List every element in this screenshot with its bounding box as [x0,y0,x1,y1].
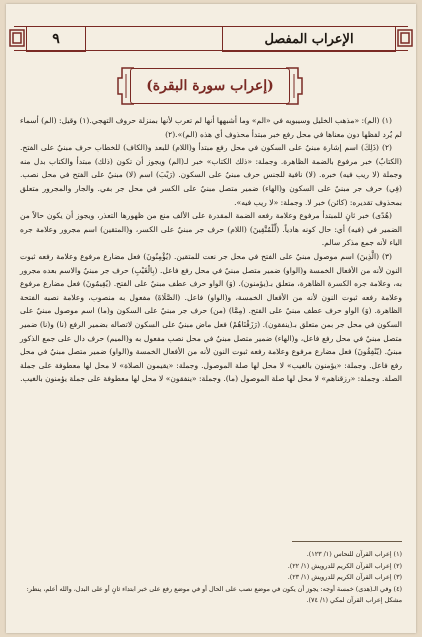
paragraph-verse-1: (١) (الم): «مذهب الخليل وسيبويه في «الم» وما أشبهها أنها لم تعرب لأنها بمنزلة حروف التهجي.(١) وقيل: (الم) أسماء لم يُرد لفظها دون معناها في محل رفع خبر مبتدأ محذوف أي هذه (الم)».(٢) [20,116,402,139]
page-number: ٩ [26,26,86,52]
book-page [6,4,416,633]
footnote: (٣) إعراب القرآن الكريم للدرويش (١/ ٢٣). [287,573,402,581]
surah-title: (إعراب سورة البقرة) [146,78,274,94]
paragraph-verse-2-cont: (هُدًى) خبر ثانٍ للمبتدأ مرفوع وعلامة رفعه الضمة المقدرة على الألف منع من ظهورها التعذر، ويجوز أن يكون حالاً من الضمير في (فيه) أي: حال كونه هادياً. (لِّلْمُتَّقِينَ) (اللام) حرف جر مبنيٌ على الكسر، و(المتقين) اسم مجرور وعلامة جره الياء لأنه جمع مذكر سالم. [20,211,402,248]
footnote: (٢) إعراب القرآن الكريم للدرويش (١/ ٢٢). [287,561,402,570]
page-header [14,24,408,54]
page-body-text [20,114,402,386]
surah-title-banner [116,64,304,108]
header-corner-ornament-icon [8,26,26,50]
paragraph-verse-3: (٣) (الَّذِينَ) اسم موصول مبنيٌ على الفتح في محل جر نعت للمتقين. (يُؤْمِنُونَ) فعل مضارع مرفوع وعلامة رفعه ثبوت النون لأنه من الأفعال الخمسة و(الواو) ضمير متصل مبنيٌ في محل رفع فاعل. (بِالْغَيْبِ) حرف جر مبنيٌ والاسم بعده مجرور به، وعلامة جره الكسرة الظاهرة، متعلق بـ(يؤمنون). (وَ) الواو حرف عطف مبنيٌ على الفتح. (يُقِيمُونَ) فعل مضارع مرفوع وعلامة رفعه ثبوت النون لأنه من الأفعال الخمسة، و(الواو) فاعل. (الصَّلَاةَ) مفعول به منصوب، وعلامة نصبه الفتحة الظاهرة. (وَ) الواو حرف عطف مبنيٌ على الفتح. (مِمَّا) (من) حرف جر مبنيٌ على السكون و(ما) اسم موصول مبنيٌ على السكون في محل جر بمن متعلق بـ(ينفقون). (رَزَقْنَاهُمْ) فعل ماض مبنيٌ على السكون لاتصاله بضمير الرفع (نا) و(نا) ضمير متصل مبنيٌ في محل رفع فاعل، و(الهاء) ضمير متصل مبنيٌ في محل نصب مفعول به و(الميم) حرف دال على جمع الذكور مبنيٌ. (يُنْفِقُونَ) فعل مضارع مرفوع وعلامة رفعه ثبوت النون لأنه من الأفعال الخمسة و(الواو) ضمير متصل مبنيٌ في محل رفع فاعل. وجملة: «يؤمنون بالغيب» لا محل لها صلة الموصول. وجملة: «يقيمون الصلاة» لا محل لها معطوفة على جملة الصلة. وجملة: «رزقناهم» لا محل لها صلة الموصول (ما). وجملة: «ينفقون» لا محل لها معطوفة على جملة يؤمنون بالغيب. [20,251,402,384]
book-title: الإعراب المفصل [222,26,396,52]
header-corner-ornament-icon [396,26,414,50]
footnotes [20,549,402,607]
footnote: (١) إعراب القرآن للنحاس (١/ ١٢٣). [306,550,402,558]
surah-title-frame [130,68,290,104]
footnote-separator [292,541,402,542]
footnote: (٤) وفي الـ(هدى) خمسة أوجه: يجوز أن يكون في موضع نصب على الحال أو في موضع رفع على خبر ابتداء ثانٍ أو على البدل، والله أعلم، ينظر: مشكل إعراب القرآن لمكي (١/ ٧٤). [26,584,402,604]
title-ornament-right-icon [284,64,304,108]
paragraph-verse-2: (٢) (ذَلِكَ) اسم إشارة مبنيٌ على السكون في محل رفع مبتدأ و(اللام) للبعد و(الكاف) للخطاب حرف مبنيٌ على الفتح. (الكتابُ) خبر مرفوع بالضمة الظاهرة. وجملة: «ذلك الكتاب» خبر لـ(الم) ويجوز أن تكون (ذلك) مبتدأ والكتاب بدل منه وجملة (لا ريب فيه) خبره. (لا) نافية للجنس حرف مبنيٌ على السكون. (رَيْبَ) اسم (لا) مبنيٌ على الفتح في محل نصب. (فِي) حرف جر مبنيٌ على السكون و(الهاء) ضمير متصل مبنيٌ على الكسر في محل جر بفي. والجار والمجرور متعلق بمحذوف تقديره: (كائن) خبر لا. وجملة: «لا ريب فيه». [20,143,402,207]
